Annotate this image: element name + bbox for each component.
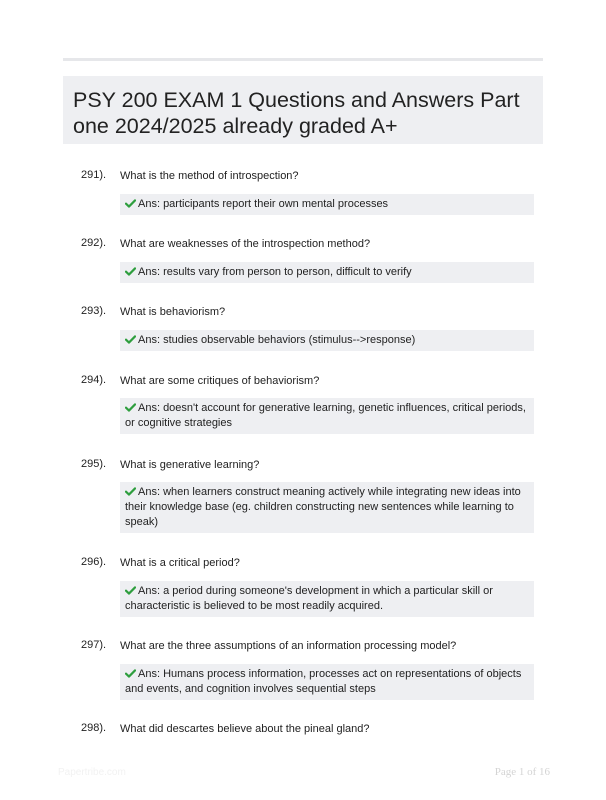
answer-box — [120, 262, 534, 283]
answer-box — [120, 664, 534, 700]
answer-text: Ans: when learners construct meaning actively while integrating new ideas into their knowledge base (eg. children constructing new sentences while learning to speak) — [125, 486, 521, 528]
question-number: 291). — [81, 169, 107, 181]
answer-box — [120, 482, 534, 533]
question-text: What is generative learning? — [120, 459, 260, 471]
answer-box — [120, 194, 534, 215]
question-text: What is a critical period? — [120, 557, 240, 569]
question-number: 295). — [81, 458, 107, 470]
top-rule — [63, 58, 543, 61]
question-number: 293). — [81, 305, 107, 317]
question-text: What is the method of introspection? — [120, 170, 299, 182]
question-number: 297). — [81, 639, 107, 651]
answer-text: Ans: a period during someone's development in which a particular skill or characteristic is believed to be most readily acquired. — [125, 585, 493, 612]
question-text: What are the three assumptions of an information processing model? — [120, 640, 457, 652]
check-icon — [125, 403, 136, 412]
footer-watermark: Papertribe.com — [58, 767, 126, 778]
question-text: What are some critiques of behaviorism? — [120, 375, 320, 387]
page-number: Page 1 of 16 — [494, 766, 550, 778]
answer-box — [120, 581, 534, 617]
question-text: What are weaknesses of the introspection method? — [120, 238, 371, 250]
check-icon — [125, 335, 136, 344]
check-icon — [125, 586, 136, 595]
question-text: What is behaviorism? — [120, 306, 226, 318]
check-icon — [125, 199, 136, 208]
answer-text: Ans: results vary from person to person, difficult to verify — [138, 266, 412, 278]
check-icon — [125, 669, 136, 678]
answer-box — [120, 330, 534, 351]
answer-box — [120, 398, 534, 434]
question-text: What did descartes believe about the pineal gland? — [120, 723, 370, 735]
question-number: 294). — [81, 374, 107, 386]
check-icon — [125, 487, 136, 496]
question-number: 298). — [81, 722, 107, 734]
answer-text: Ans: participants report their own mental processes — [138, 198, 389, 210]
question-number: 296). — [81, 556, 107, 568]
answer-text: Ans: Humans process information, processes act on representations of objects and events, and cognition involves sequential steps — [125, 668, 522, 695]
answer-text: Ans: doesn't account for generative learning, genetic influences, critical periods, or cognitive strategies — [125, 402, 526, 429]
answer-text: Ans: studies observable behaviors (stimulus-->response) — [138, 334, 416, 346]
check-icon — [125, 267, 136, 276]
question-number: 292). — [81, 237, 107, 249]
document-title: PSY 200 EXAM 1 Questions and Answers Part one 2024/2025 already graded A+ — [63, 76, 543, 144]
